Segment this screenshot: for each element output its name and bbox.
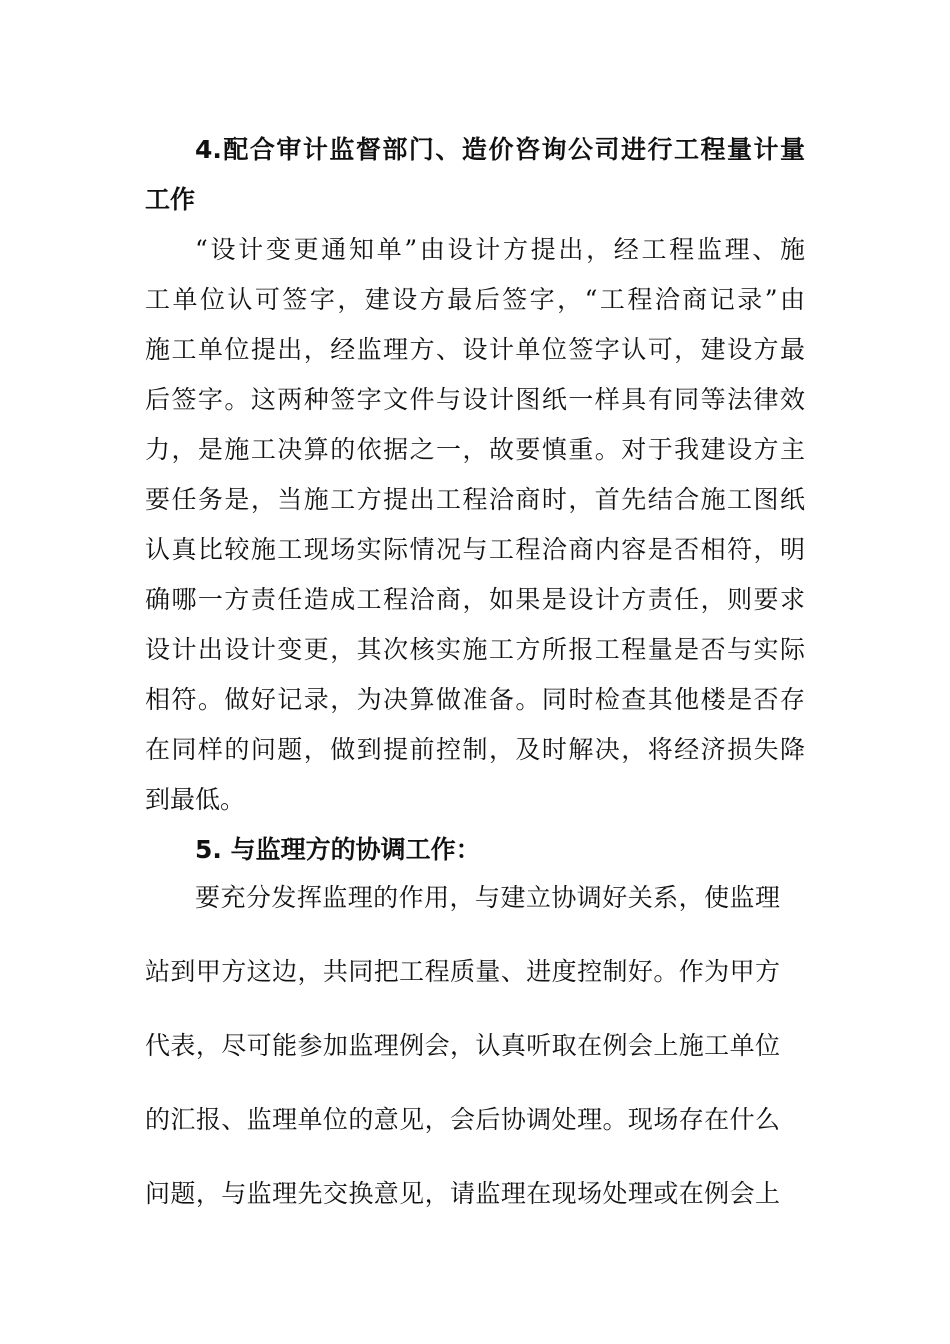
section-4-heading-line-1: 4.配合审计监督部门、造价咨询公司进行工程量计量 — [195, 135, 805, 164]
section-4-paragraph-line: 在同样的问题，做到提前控制，及时解决，将经济损失降 — [145, 735, 805, 764]
section-5-heading: 5. 与监理方的协调工作： — [195, 835, 481, 864]
section-5-paragraph-line: 的汇报、监理单位的意见，会后协调处理。现场存在什么 — [145, 1105, 780, 1134]
section-4-paragraph-line: 要任务是，当施工方提出工程洽商时，首先结合施工图纸 — [145, 485, 805, 514]
section-5-paragraph-line: 问题，与监理先交换意见，请监理在现场处理或在例会上 — [145, 1179, 780, 1208]
section-4-paragraph-line: 确哪一方责任造成工程洽商，如果是设计方责任，则要求 — [145, 585, 805, 614]
section-4-paragraph-line: 到最低。 — [145, 785, 246, 814]
section-4-paragraph-line: 施工单位提出，经监理方、设计单位签字认可，建设方最 — [145, 335, 805, 364]
section-4-paragraph-line: 力，是施工决算的依据之一，故要慎重。对于我建设方主 — [145, 435, 805, 464]
section-5-paragraph-line: 代表，尽可能参加监理例会，认真听取在例会上施工单位 — [145, 1031, 780, 1060]
section-5-paragraph-line: 要充分发挥监理的作用，与建立协调好关系，使监理 — [195, 883, 780, 912]
section-4-paragraph-line: 相符。做好记录，为决算做准备。同时检查其他楼是否存 — [145, 685, 805, 714]
section-4-paragraph-line: 后签字。这两种签字文件与设计图纸一样具有同等法律效 — [145, 385, 805, 414]
section-4-paragraph-line: “设计变更通知单”由设计方提出，经工程监理、施 — [195, 235, 805, 264]
section-4-paragraph-line: 设计出设计变更，其次核实施工方所报工程量是否与实际 — [145, 635, 805, 664]
section-5-paragraph-line: 站到甲方这边，共同把工程质量、进度控制好。作为甲方 — [145, 957, 780, 986]
section-4-paragraph-line: 认真比较施工现场实际情况与工程洽商内容是否相符，明 — [145, 535, 805, 564]
section-4-heading-line-2: 工作 — [145, 185, 196, 214]
section-4-paragraph-line: 工单位认可签字，建设方最后签字，“工程洽商记录”由 — [145, 285, 805, 314]
